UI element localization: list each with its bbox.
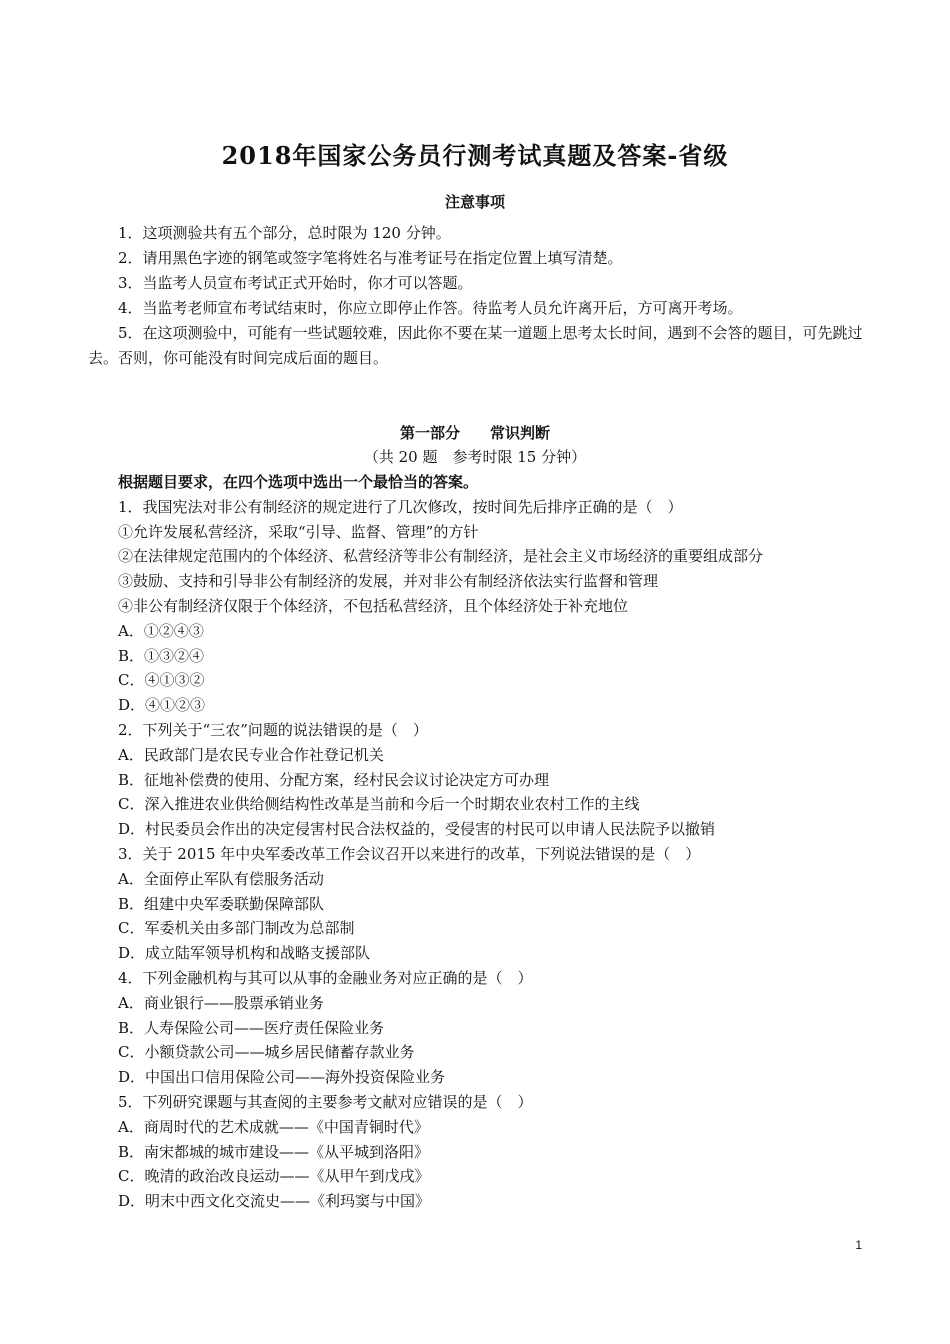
answer-option: A．商周时代的艺术成就——《中国青铜时代》 [118, 1117, 429, 1136]
question-statement: ①允许发展私营经济，采取“引导、监督、管理”的方针 [118, 522, 479, 541]
answer-option: B．南宋都城的城市建设——《从平城到洛阳》 [118, 1142, 430, 1161]
question-stem: 3．关于 2015 年中央军委改革工作会议召开以来进行的改革，下列说法错误的是（ ） [118, 844, 701, 863]
notice-heading: 注意事项 [444, 193, 505, 211]
answer-option: C．深入推进农业供给侧结构性改革是当前和今后一个时期农业农村工作的主线 [118, 795, 640, 814]
question-statement: ④非公有制经济仅限于个体经济，不包括私营经济，且个体经济处于补充地位 [118, 596, 629, 615]
answer-option: D．中国出口信用保险公司——海外投资保险业务 [118, 1068, 446, 1087]
answer-option: D．成立陆军领导机构和战略支援部队 [118, 944, 371, 963]
page-title: 2018年国家公务员行测考试真题及答案-省级 [221, 141, 729, 170]
page-number: 1 [855, 1238, 862, 1252]
question-stem: 1．我国宪法对非公有制经济的规定进行了几次修改，按时间先后排序正确的是（ ） [118, 497, 683, 516]
answer-option: C．军委机关由多部门制改为总部制 [118, 919, 355, 938]
answer-option: A．民政部门是农民专业合作社登记机关 [118, 745, 384, 764]
answer-option: A．全面停止军队有偿服务活动 [118, 869, 324, 888]
answer-option: D．明末中西文化交流史——《利玛窦与中国》 [118, 1192, 431, 1211]
answer-option: C．④①③② [118, 671, 205, 690]
answer-option: D．村民委员会作出的决定侵害村民合法权益的，受侵害的村民可以申请人民法院予以撤销 [118, 820, 716, 839]
question-stem: 5．下列研究课题与其查阅的主要参考文献对应错误的是（ ） [118, 1092, 533, 1111]
answer-option: B．①③②④ [118, 646, 205, 665]
notice-item: 3．当监考人员宣布考试正式开始时，你才可以答题。 [118, 274, 473, 292]
notice-list [88, 221, 878, 371]
answer-option: B．组建中央军委联勤保障部队 [118, 894, 325, 913]
part-heading: 第一部分 常识判断 [399, 424, 550, 442]
answer-option: A．①②④③ [118, 621, 204, 640]
answer-option: B．人寿保险公司——医疗责任保险业务 [118, 1018, 385, 1037]
question-statement: ③鼓励、支持和引导非公有制经济的发展，并对非公有制经济依法实行监督和管理 [118, 572, 659, 591]
notice-item: 4．当监考老师宣布考试结束时，你应立即停止作答。待监考人员允许离开后，方可离开考场。 [118, 299, 743, 317]
part-subheading: （共 20 题 参考时限 15 分钟） [363, 448, 587, 466]
answer-option: C．晚清的政治改良运动——《从甲午到戊戌》 [118, 1167, 430, 1186]
notice-item: 1．这项测验共有五个部分，总时限为 120 分钟。 [118, 224, 451, 242]
answer-option: D．④①②③ [118, 696, 206, 715]
answer-option: C．小额贷款公司——城乡居民储蓄存款业务 [118, 1043, 415, 1062]
answer-option: A．商业银行——股票承销业务 [118, 993, 324, 1012]
question-statement: ②在法律规定范围内的个体经济、私营经济等非公有制经济，是社会主义市场经济的重要组成部分 [118, 547, 764, 566]
question-stem: 4．下列金融机构与其可以从事的金融业务对应正确的是（ ） [118, 968, 533, 987]
instruction: 根据题目要求，在四个选项中选出一个最恰当的答案。 [118, 473, 479, 491]
answer-option: B．征地补偿费的使用、分配方案，经村民会议讨论决定方可办理 [118, 770, 550, 789]
notice-item: 2．请用黑色字迹的钢笔或签字笔将姓名与准考证号在指定位置上填写清楚。 [118, 249, 623, 267]
question-list [118, 470, 878, 1214]
question-stem: 2．下列关于“三农”问题的说法错误的是（ ） [118, 720, 428, 739]
notice-item: 5．在这项测验中，可能有一些试题较难，因此你不要在某一道题上思考太长时间，遇到不会答的题目，可先跳过去。否则，你可能没有时间完成后面的题目。 [88, 324, 863, 367]
